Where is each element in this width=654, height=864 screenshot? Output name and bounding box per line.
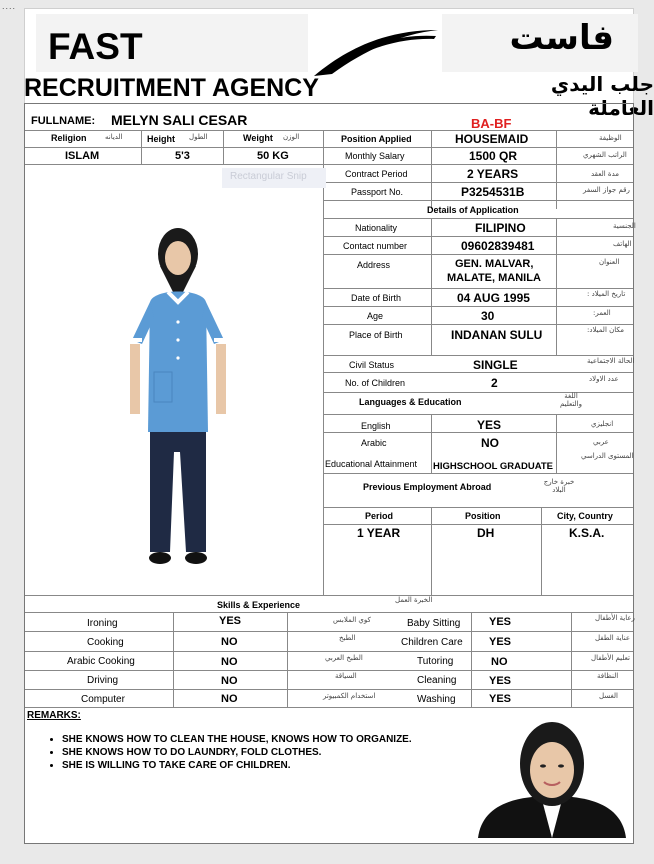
skill-label: Cleaning — [417, 675, 457, 686]
skill-label: Driving — [87, 675, 119, 686]
details-title: Details of Application — [427, 205, 519, 215]
skill-value: YES — [219, 615, 242, 627]
contract-value: 2 YEARS — [467, 167, 519, 181]
skill-value: NO — [221, 693, 238, 705]
children-label-ar: عدد الاولاد — [589, 375, 619, 383]
skill-label: Arabic Cooking — [67, 656, 135, 667]
skill-value: YES — [489, 693, 512, 705]
pob-value: INDANAN SULU — [451, 328, 543, 342]
fullname-label: FULLNAME: — [31, 115, 96, 127]
position-header: Position — [465, 511, 501, 521]
employment-country: K.S.A. — [569, 526, 605, 540]
age-label-ar: العمر: — [593, 309, 611, 317]
salary-label-ar: الراتب الشهري — [583, 151, 627, 159]
remark-item: • SHE IS WILLING TO TAKE CARE OF CHILDREN. — [62, 759, 464, 772]
nationality-label: Nationality — [355, 223, 398, 233]
height-value: 5'3 — [175, 150, 190, 162]
weight-label-ar: الوزن — [283, 133, 300, 141]
skill-label: Washing — [417, 694, 456, 705]
salary-value: 1500 QR — [469, 149, 518, 163]
skill-label: Cooking — [87, 637, 124, 648]
position-label: Position Applied — [341, 134, 412, 144]
skills-title: Skills & Experience — [217, 600, 301, 610]
employment-period: 1 YEAR — [357, 526, 401, 540]
portrait-photo — [478, 720, 626, 838]
skill-label-ar: الطبخ — [339, 634, 356, 642]
skill-label: Ironing — [87, 618, 118, 629]
skill-label-ar: رعاية الأطفال — [595, 614, 635, 622]
skill-label-ar: تعليم الأطفال — [591, 654, 630, 662]
religion-label: Religion — [51, 133, 87, 143]
remarks-title: REMARKS: — [27, 710, 81, 721]
children-value: 2 — [491, 376, 498, 390]
civil-value: SINGLE — [473, 358, 518, 372]
english-label-ar: انجليزي — [591, 420, 614, 428]
period-header: Period — [365, 511, 394, 521]
contact-label: Contact number — [343, 241, 408, 251]
skill-value: YES — [489, 616, 512, 628]
remark-item: • SHE KNOWS HOW TO CLEAN THE HOUSE, KNOWS HOW TO ORGANIZE. — [62, 733, 464, 746]
position-value: HOUSEMAID — [455, 132, 529, 146]
skills-title-ar: الخبرة العمل — [395, 596, 433, 604]
pob-label: Place of Birth — [349, 330, 403, 340]
address-line2: MALATE, MANILA — [447, 272, 541, 284]
contact-value: 09602839481 — [461, 239, 535, 253]
height-label-ar: الطول — [189, 133, 208, 141]
contact-label-ar: الهاتف — [613, 240, 632, 248]
salary-label: Monthly Salary — [345, 151, 405, 161]
pob-label-ar: مكان الميلاد: — [587, 326, 625, 334]
skill-label-ar: كوي الملابس — [333, 616, 371, 624]
weight-label: Weight — [243, 133, 273, 143]
address-label-ar: العنوان — [599, 258, 620, 266]
languages-title: Languages & Education — [359, 397, 462, 407]
education-label: Educational Attainment — [325, 459, 418, 469]
skill-value: NO — [221, 675, 238, 687]
country-header: City, Country — [557, 511, 613, 521]
skill-value: NO — [491, 656, 508, 668]
employment-title-ar: خبرة خارج البلاد — [543, 478, 575, 494]
full-body-photo — [120, 222, 236, 572]
address-line1: GEN. MALVAR, — [455, 258, 534, 270]
nationality-label-ar: الجنسية — [613, 222, 636, 230]
age-label: Age — [367, 311, 384, 321]
skill-value: YES — [489, 675, 512, 687]
logo-text-ar: فاست — [509, 18, 614, 58]
corner-dots: .... — [2, 1, 17, 11]
skill-label: Baby Sitting — [407, 618, 461, 629]
snip-overlay-label: Rectangular Snip — [222, 168, 326, 188]
skill-label: Children Care — [401, 637, 463, 648]
arabic-value: NO — [481, 436, 499, 450]
skill-value: YES — [489, 636, 512, 648]
remark-item: • SHE KNOWS HOW TO DO LAUNDRY, FOLD CLOTHES. — [62, 746, 464, 759]
ref-code: BA-BF — [471, 116, 512, 131]
logo-english — [36, 14, 308, 72]
skill-label-ar: استخدام الكمبيوتر — [323, 692, 376, 700]
passport-label: Passport No. — [351, 187, 404, 197]
english-value: YES — [477, 418, 502, 432]
age-value: 30 — [481, 309, 495, 323]
weight-value: 50 KG — [257, 150, 289, 162]
english-label: English — [361, 421, 391, 431]
employment-position: DH — [477, 526, 495, 540]
dob-label: Date of Birth — [351, 293, 402, 303]
logo-text-en: FAST — [48, 26, 143, 67]
agency-name: RECRUITMENT AGENCY — [24, 74, 319, 102]
dob-value: 04 AUG 1995 — [457, 291, 530, 305]
children-label: No. of Children — [345, 378, 406, 388]
nationality-value: FILIPINO — [475, 221, 526, 235]
fullname-value: MELYN SALI CESAR — [111, 112, 248, 128]
skill-value: NO — [221, 656, 238, 668]
passport-label-ar: رقم جواز السفر — [583, 186, 630, 194]
skill-label-ar: عناية الطفل — [595, 634, 631, 642]
civil-label-ar: الحالة الاجتماعية — [587, 357, 635, 365]
arabic-label-ar: عربي — [593, 438, 609, 446]
agency-name-ar: جلب اليدي العاملة — [550, 72, 654, 120]
skill-label: Tutoring — [417, 656, 454, 667]
employment-title: Previous Employment Abroad — [363, 482, 492, 492]
skill-label-ar: النظافة — [597, 672, 619, 680]
education-label-ar: المستوى الدراسي — [581, 452, 634, 460]
religion-label-ar: الديانه — [105, 133, 123, 141]
education-value: HIGHSCHOOL GRADUATE — [433, 461, 553, 472]
contract-label: Contract Period — [345, 169, 408, 179]
arabic-label: Arabic — [361, 438, 387, 448]
skill-label-ar: الغسل — [599, 692, 619, 700]
languages-title-ar: اللغة والتعليم — [559, 392, 583, 408]
civil-label: Civil Status — [349, 360, 395, 370]
religion-value: ISLAM — [65, 150, 100, 162]
position-label-ar: الوظيفة — [599, 134, 622, 142]
skill-value: NO — [221, 636, 238, 648]
logo-arabic — [442, 14, 638, 72]
wing-logo-icon — [312, 24, 440, 78]
address-label: Address — [357, 260, 391, 270]
passport-value: P3254531B — [461, 185, 525, 199]
skill-label-ar: السياقة — [335, 672, 357, 680]
contract-label-ar: مدة العقد — [591, 170, 619, 178]
skill-label: Computer — [81, 694, 125, 705]
dob-label-ar: تاريخ الميلاد : — [587, 290, 626, 298]
height-label: Height — [147, 134, 175, 144]
skill-label-ar: الطبخ العربي — [325, 654, 363, 662]
